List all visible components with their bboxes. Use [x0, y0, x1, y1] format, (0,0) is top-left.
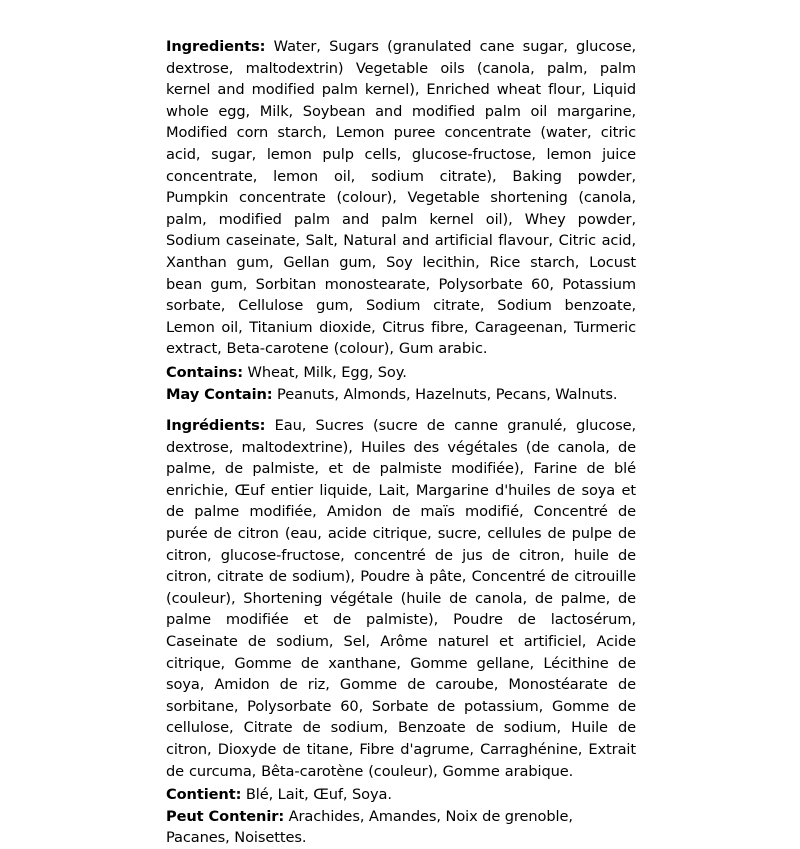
english-may-contain-text: Peanuts, Almonds, Hazelnuts, Pecans, Walnuts.	[272, 385, 618, 403]
french-ingredients-text: Eau, Sucres (sucre de canne granulé, glucose, dextrose, maltodextrine), Huiles des végétales (de canola, de palme, de palmiste, et de palmiste modifiée), Farine de blé enrichie, Œuf entier liquide, Lait, Margarine d'huiles de soya et de palme modifiée, Amidon de maïs modifié, Concentré de purée de citron (eau, acide citrique, sucre, cellules de pulpe de citron, glucose-fructose, concentré de jus de citron, huile de citron, citrate de sodium), Poudre à pâte, Concentré de citrouille (couleur), Shortening végétale (huile de canola, de palme, de palme modifiée et de palmiste), Poudre de lactosérum, Caseinate de sodium, Sel, Arôme naturel et artificiel, Acide citrique, Gomme de xanthane, Gomme gellane, Lécithine de soya, Amidon de riz, Gomme de caroube, Monostéarate de sorbitane, Polysorbate 60, Sorbate de potassium, Gomme de cellulose, Citrate de sodium, Benzoate de sodium, Huile de citron, Dioxyde de titane, Fibre d'agrume, Carraghénine, Extrait de curcuma, Bêta-carotène (couleur), Gomme arabique.	[166, 417, 636, 780]
english-may-contain-paragraph	[166, 384, 636, 406]
english-ingredients-text: Water, Sugars (granulated cane sugar, glucose, dextrose, maltodextrin) Vegetable oils (canola, palm, palm kernel and modified palm kernel), Enriched wheat flour, Liquid whole egg, Milk, Soybean and modified palm oil margarine, Modified corn starch, Lemon puree concentrate (water, citric acid, sugar, lemon pulp cells, glucose-fructose, lemon juice concentrate, lemon oil, sodium citrate), Baking powder, Pumpkin concentrate (colour), Vegetable shortening (canola, palm, modified palm and palm kernel oil), Whey powder, Sodium caseinate, Salt, Natural and artificial flavour, Citric acid, Xanthan gum, Gellan gum, Soy lecithin, Rice starch, Locust bean gum, Sorbitan monostearate, Polysorbate 60, Potassium sorbate, Cellulose gum, Sodium citrate, Sodium benzoate, Lemon oil, Titanium dioxide, Citrus fibre, Carageenan, Turmeric extract, Beta-carotene (colour), Gum arabic.	[166, 38, 636, 358]
english-contains-text: Wheat, Milk, Egg, Soy.	[242, 363, 407, 381]
english-section	[166, 36, 636, 405]
french-contains-paragraph	[166, 784, 636, 806]
french-ingredients-label: Ingrédients:	[166, 417, 266, 435]
french-may-contain-label: Peut Contenir:	[166, 807, 285, 825]
english-ingredients-label: Ingredients:	[166, 38, 266, 55]
french-section	[166, 415, 636, 849]
french-contains-label: Contient:	[166, 786, 242, 804]
french-may-contain-text: Arachides, Amandes, Noix de grenoble, Pacanes, Noisettes.	[166, 807, 573, 847]
french-contains-text: Blé, Lait, Œuf, Soya.	[241, 786, 392, 804]
french-may-contain-paragraph	[166, 806, 636, 849]
english-contains-label: Contains:	[166, 363, 243, 381]
language-spacer	[166, 405, 636, 415]
french-ingredients-paragraph	[166, 415, 636, 782]
ingredients-label-panel	[166, 36, 636, 849]
english-ingredients-paragraph	[166, 36, 636, 360]
english-contains-paragraph	[166, 362, 636, 384]
english-may-contain-label: May Contain:	[166, 385, 273, 403]
